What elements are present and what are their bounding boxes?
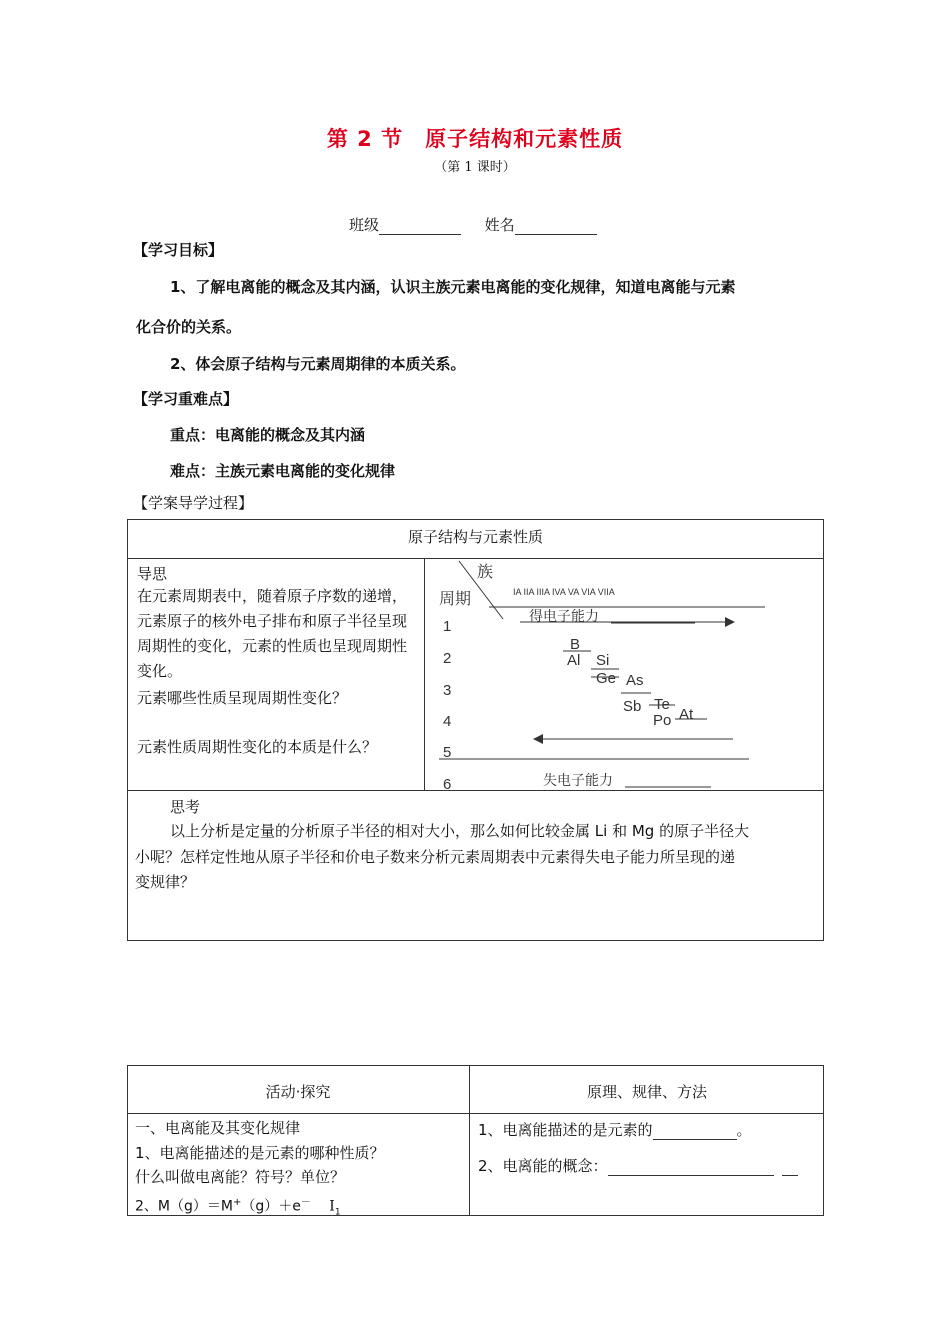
objectives-heading: 【学习目标】 [133, 241, 224, 259]
activity-header: 活动·探究 [265, 1083, 331, 1101]
table1-header: 原子结构与元素性质 [407, 528, 543, 546]
gain-arrow-head [725, 617, 735, 627]
lose-label: 失电子能力 [543, 773, 613, 789]
ionization-equation-right: （g）＋e [241, 1198, 301, 1215]
gain-label: 得电子能力 [529, 609, 599, 625]
objective-1-line2: 化合价的关系。 [136, 318, 242, 336]
name-label: 姓名 [484, 216, 515, 234]
element-si: Si [596, 652, 610, 669]
element-sb: Sb [623, 698, 642, 715]
difficulty-point: 难点：主族元素电离能的变化规律 [170, 462, 396, 480]
guide-title: 导思 [137, 565, 168, 583]
principle-2-blank-extra[interactable] [782, 1161, 798, 1176]
class-label: 班级 [349, 216, 380, 234]
period-3: 3 [443, 682, 452, 699]
cation-charge: + [232, 1197, 242, 1208]
activity-line-3: 什么叫做电离能？符号？单位？ [135, 1168, 346, 1186]
class-field[interactable] [379, 219, 461, 235]
guide-text: 在元素周期表中，随着原子序数的递增，元素原子的核外电子排布和原子半径呈现周期性的变化，元素的性质也呈现周期性变化。 [137, 587, 408, 680]
lose-arrow-head [533, 734, 543, 744]
think-line-3: 变规律？ [135, 873, 196, 891]
key-points-heading: 【学习重难点】 [133, 390, 239, 408]
element-ge: Ge [596, 670, 617, 687]
page-title: 第 2 节 原子结构和元素性质 [326, 127, 624, 151]
table1-row-divider [127, 790, 824, 791]
principle-1-blank[interactable] [653, 1125, 737, 1140]
element-as: As [626, 672, 644, 689]
period-label: 周期 [439, 589, 472, 608]
principle-line-1 [478, 1119, 752, 1140]
think-title: 思考 [170, 798, 201, 816]
principle-1-end: 。 [736, 1121, 752, 1139]
think-line-1: 以上分析是定量的分析原子半径的相对大小，那么如何比较金属 Li 和 Mg 的原子半径大 [170, 822, 750, 840]
ionization-equation-left: 2、M（g）＝M [135, 1198, 233, 1215]
think-line-2: 小呢？怎样定性地从原子半径和价电子数来分析元素周期表中元素得失电子能力所呈现的递 [135, 848, 736, 866]
principles-header: 原理、规律、方法 [586, 1083, 707, 1101]
group-headers: IA IIA IIIA IVA VA VIA VIIA [513, 587, 615, 597]
name-field[interactable] [515, 219, 597, 235]
periodic-trend-diagram [425, 559, 823, 789]
period-5: 5 [443, 744, 452, 761]
period-6: 6 [443, 776, 452, 789]
question-1: 元素哪些性质呈现周期性变化？ [137, 689, 348, 707]
objective-2: 2、体会原子结构与元素周期律的本质关系。 [170, 355, 466, 373]
element-at: At [679, 706, 694, 723]
element-b: B [570, 636, 581, 653]
principle-1-text: 1、电离能描述的是元素的 [478, 1121, 653, 1139]
activity-line-2: 1、电离能描述的是元素的哪种性质？ [135, 1144, 385, 1162]
electron-charge: － [300, 1197, 311, 1208]
activity-line-4 [135, 1193, 341, 1217]
objective-1-line1: 1、了解电离能的概念及其内涵，认识主族元素电离能的变化规律，知道电离能与元素 [170, 278, 736, 296]
process-heading: 【学案导学过程】 [133, 494, 254, 512]
element-te: Te [654, 696, 670, 713]
ionization-symbol: I [329, 1198, 335, 1215]
principle-2-blank[interactable] [608, 1161, 774, 1176]
element-al: Al [567, 652, 581, 669]
ionization-subscript: 1 [334, 1207, 341, 1218]
element-po: Po [653, 712, 672, 729]
group-label: 族 [477, 562, 494, 581]
period-2: 2 [443, 650, 452, 667]
table2-header-divider [127, 1113, 824, 1114]
focus-point: 重点：电离能的概念及其内涵 [170, 426, 366, 444]
question-2: 元素性质周期性变化的本质是什么？ [137, 738, 378, 756]
lesson-subtitle: （第 1 课时） [434, 160, 516, 175]
principle-2-text: 2、电离能的概念： [478, 1157, 608, 1175]
activity-line-1: 一、电离能及其变化规律 [135, 1119, 301, 1137]
class-name-row [349, 214, 597, 235]
period-1: 1 [443, 618, 452, 635]
principle-line-2 [478, 1155, 798, 1176]
period-4: 4 [443, 713, 452, 730]
